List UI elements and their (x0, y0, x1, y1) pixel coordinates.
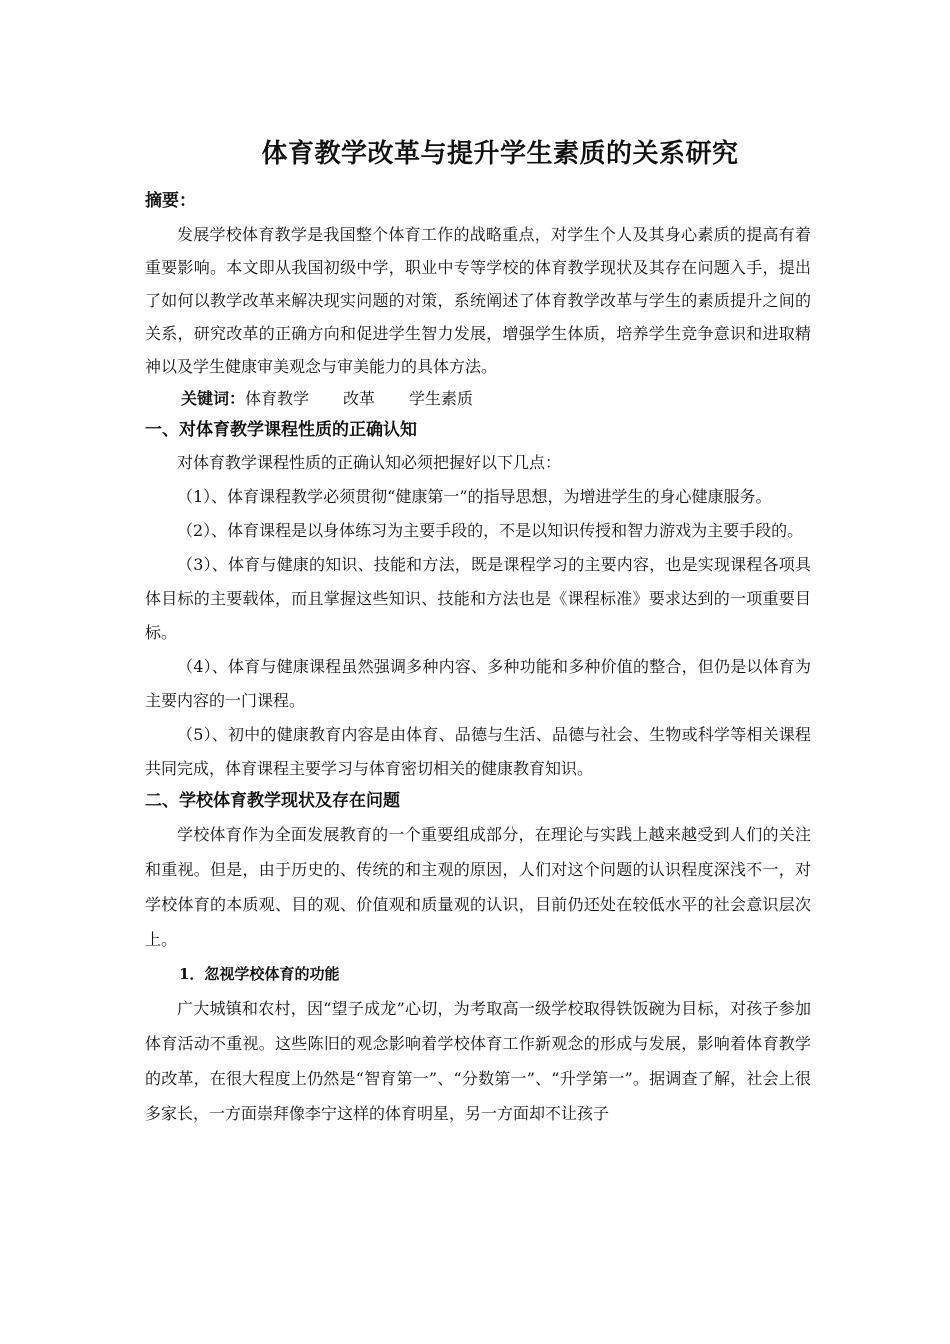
section-heading: 一、对体育教学课程性质的正确认知 (145, 420, 417, 440)
list-item: （5）、初中的健康教育内容是由体育、品德与生活、品德与社会、生物或科学等相关课程共同完成，体育课程主要学习与体育密切相关的健康教育知识。 (145, 725, 811, 778)
list-item: （3）、体育与健康的知识、技能和方法，既是课程学习的主要内容，也是实现课程各项具体目标的主要载体，而且掌握这些知识、技能和方法也是《课程标准》要求达到的一项重要目标。 (145, 555, 811, 642)
paper-body (145, 187, 811, 1131)
keyword-item: 体育教学 (245, 389, 310, 408)
keyword-item: 改革 (343, 389, 376, 408)
list-item: （2）、体育课程是以身体练习为主要手段的，不是以知识传授和智力游戏为主要手段的。 (177, 521, 804, 540)
section-heading: 二、学校体育教学现状及存在问题 (145, 791, 400, 811)
keywords-line (145, 383, 811, 415)
abstract-label: 摘要： (145, 191, 196, 211)
keywords-label: 关键词： (181, 389, 246, 408)
section-intro: 对体育教学课程性质的正确认知必须把握好以下几点： (177, 453, 562, 472)
list-item: （1）、体育课程教学必须贯彻“健康第一”的指导思想，为增进学生的身心健康服务。 (177, 487, 772, 506)
abstract-text: 发展学校体育教学是我国整个体育工作的战略重点，对学生个人及其身心素质的提高有着重要影响。本文即从我国初级中学，职业中专等学校的体育教学现状及其存在问题入手，提出了如何以教学改革来解决现实问题的对策，系统阐述了体育教学改革与学生的素质提升之间的关系，研究改革的正确方向和促进学生智力发展，增强学生体质，培养学生竞争意识和进取精神以及学生健康审美观念与审美能力的具体方法。 (145, 225, 811, 376)
subsection-paragraph: 广大城镇和农村，因“望子成龙”心切，为考取高一级学校取得铁饭碗为目标，对孩子参加体育活动不重视。这些陈旧的观念影响着学校体育工作新观念的形成与发展，影响着体育教学的改革，在很大程度上仍然是“智育第一”、“分数第一”、“升学第一”。据调查了解，社会上很多家长，一方面崇拜像李宁这样的体育明星，另一方面却不让孩子 (145, 999, 811, 1123)
keyword-item: 学生素质 (409, 389, 474, 408)
section-paragraph: 学校体育作为全面发展教育的一个重要组成部分，在理论与实践上越来越受到人们的关注和重视。但是，由于历史的、传统的和主观的原因，人们对这个问题的认识程度深浅不一，对学校体育的本质观、目的观、价值观和质量观的认识，目前仍还处在较低水平的社会意识层次上。 (145, 825, 811, 949)
list-item: （4）、体育与健康课程虽然强调多种内容、多种功能和多种价值的整合，但仍是以体育为主要内容的一门课程。 (145, 657, 811, 710)
paper-title: 体育教学改革与提升学生素质的关系研究 (261, 139, 739, 169)
subsection-heading: 1．忽视学校体育的功能 (179, 965, 340, 983)
